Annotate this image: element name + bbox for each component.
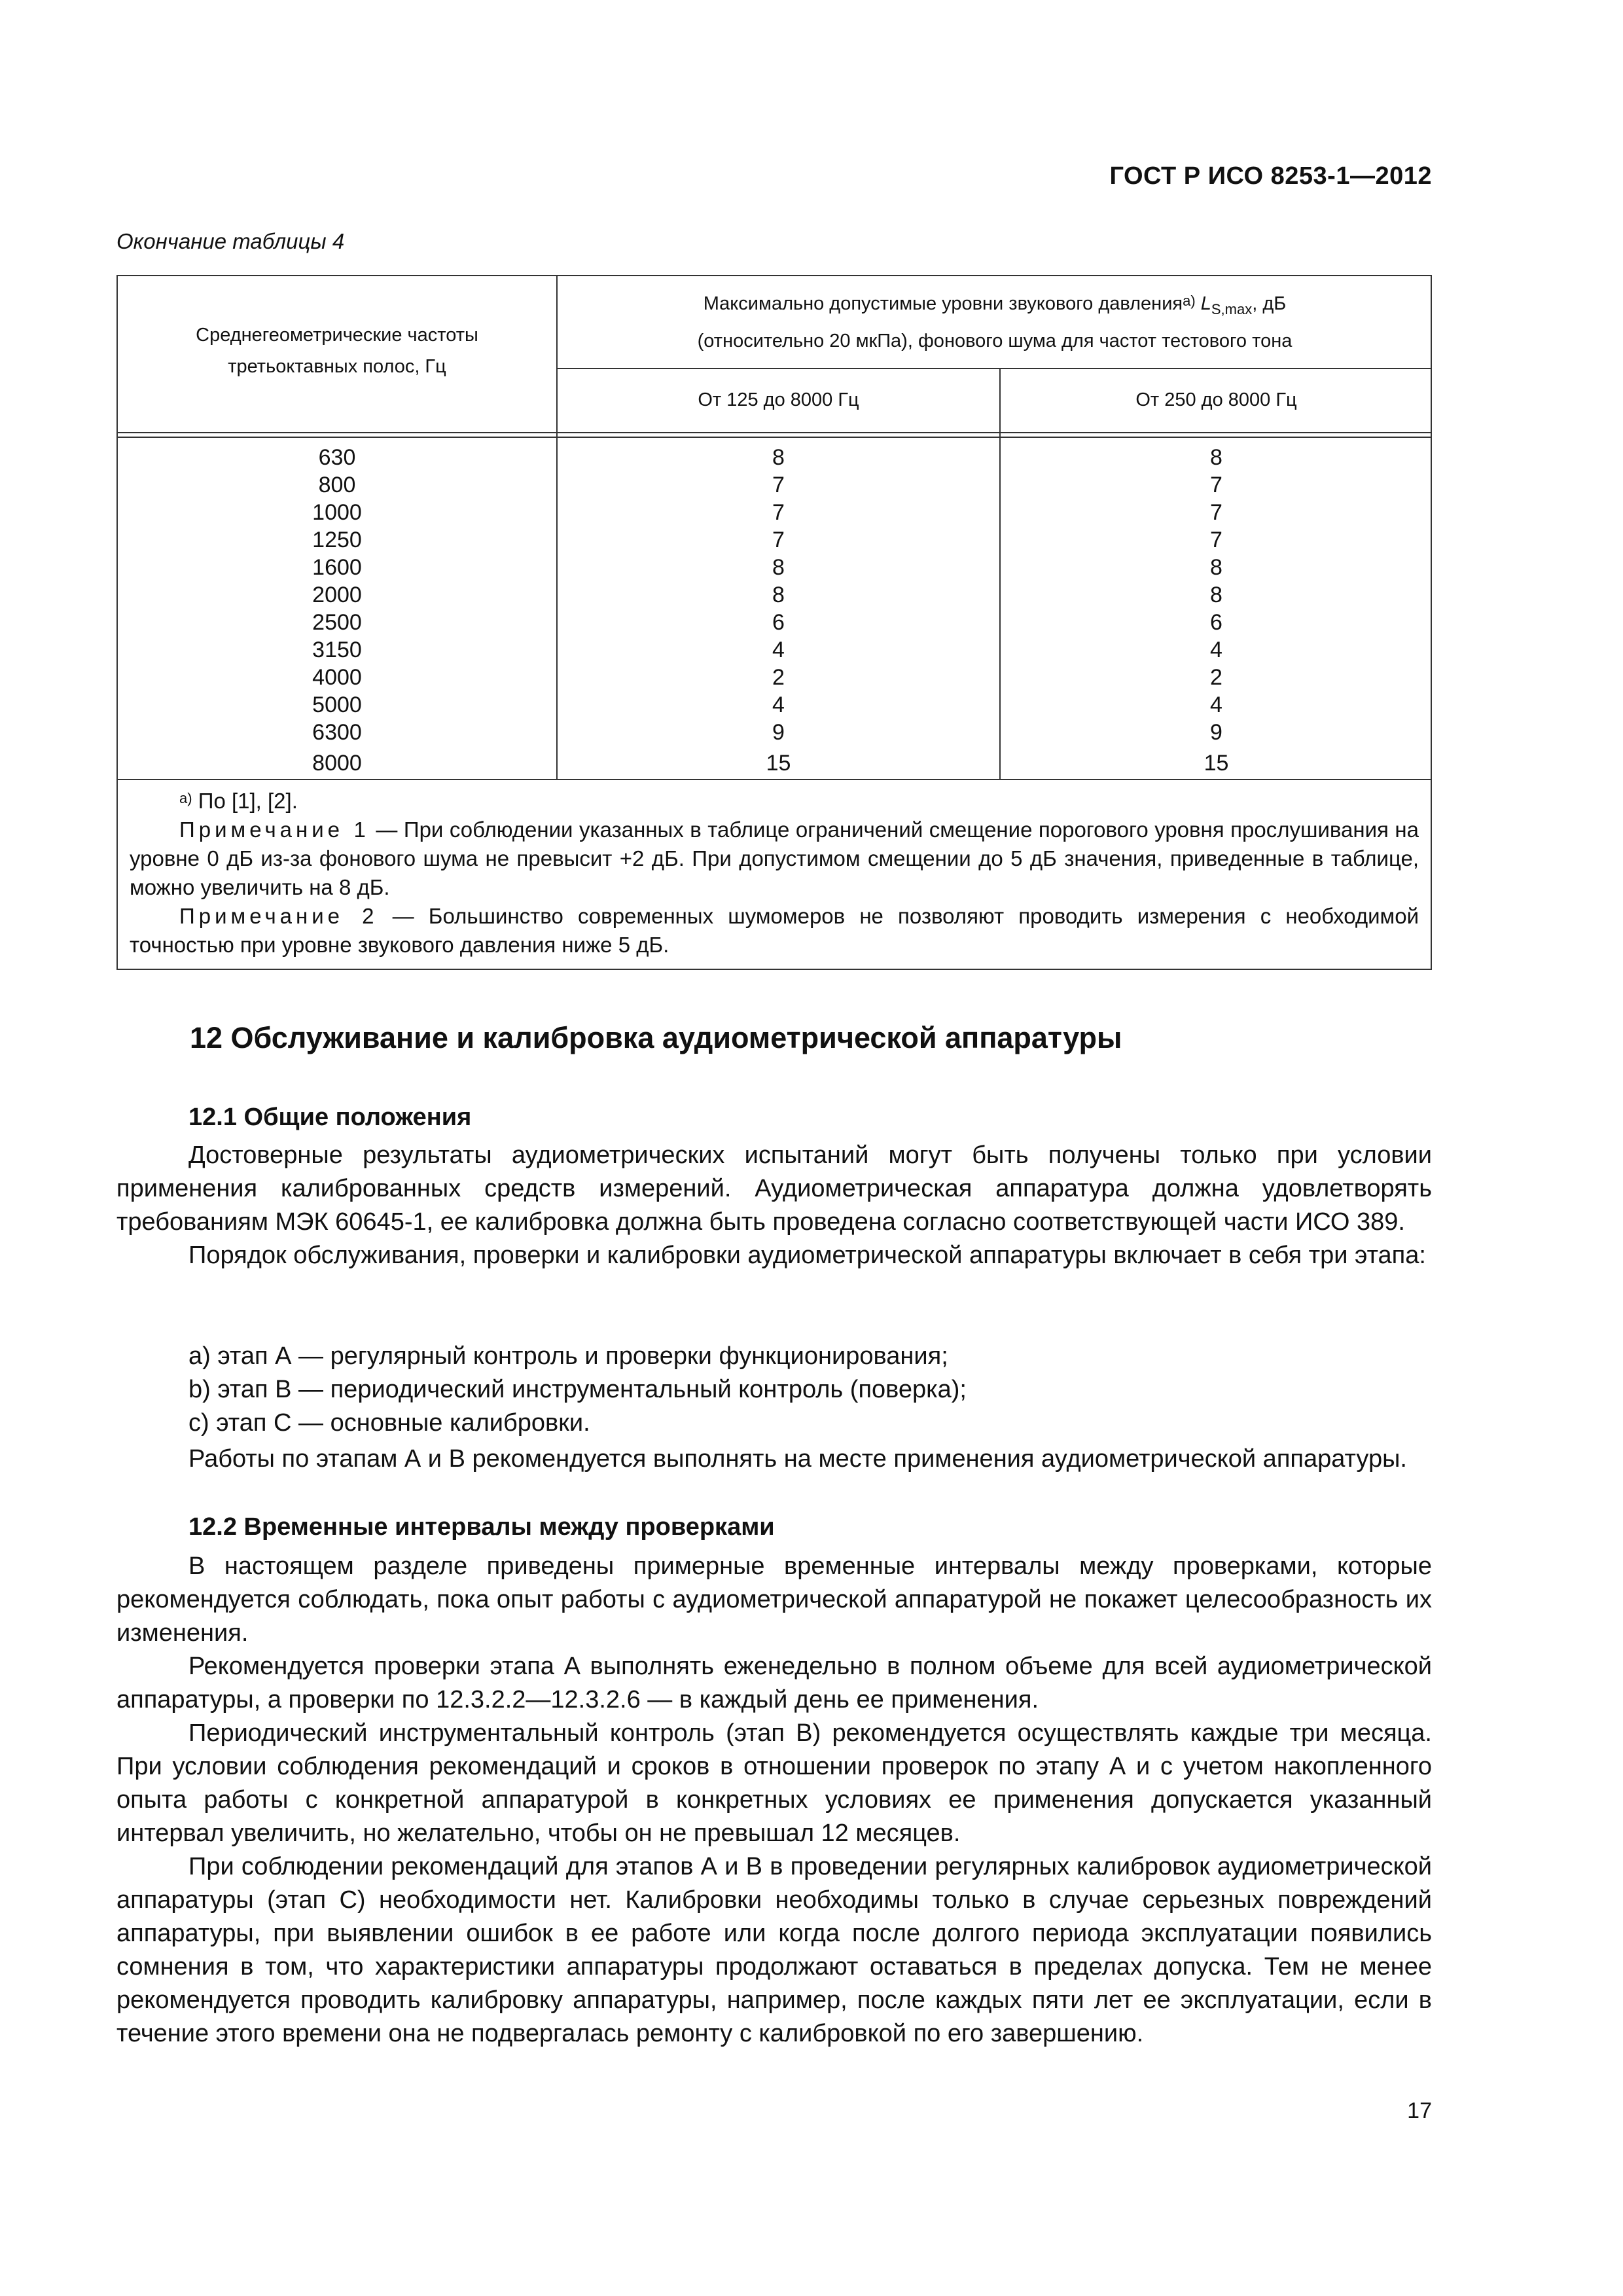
table-cell: 9 — [772, 720, 785, 745]
group-header — [558, 288, 1432, 357]
col-125-header: От 125 до 8000 Гц — [698, 389, 859, 410]
table-cell: 2 — [772, 665, 785, 690]
note-2-text: — Большинство современных шумомеров не позволяют проводить измерения с необходимой точностью при уровне звукового давления ниже 5 дБ. — [130, 904, 1419, 957]
col-125-values — [558, 444, 999, 778]
subsection-title-12-2: 12.2 Временные интервалы между проверками — [188, 1513, 775, 1541]
table-cell: 7 — [772, 528, 785, 552]
paragraph: Достоверные результаты аудиометрических испытаний могут быть получены только при условии применения калиброванных средств измерений. Аудиометрическая аппаратура должна удовлетворять требованиям МЭК 60645-1, ее калибровка должна быть проведена согласно соответствующей части ИСО 389. — [116, 1141, 1432, 1236]
table-cell: 8 — [772, 555, 785, 580]
note-2-label: Примечание 2 — [179, 904, 378, 928]
table-cell: 5000 — [312, 692, 362, 717]
table-hline-header-2 — [118, 437, 1431, 438]
col-frequency-header-line1: Среднегеометрические частоты — [196, 325, 478, 346]
table-footnote — [130, 787, 1419, 816]
table-cell: 15 — [766, 751, 791, 776]
col-frequency-values — [118, 444, 556, 778]
table-cell: 7 — [1210, 500, 1222, 525]
subsection-12-2-body — [116, 1550, 1432, 2051]
section-title: 12 Обслуживание и калибровка аудиометрической аппаратуры — [190, 1021, 1122, 1054]
table-cell: 1000 — [312, 500, 362, 525]
paragraph: Работы по этапам А и В рекомендуется выполнять на месте применения аудиометрической аппаратуры. — [188, 1445, 1407, 1473]
note-1-text: — При соблюдении указанных в таблице ограничений смещение порогового уровня прослушивания на уровне 0 дБ из-за фонового шума не превысит +2 дБ. При допустимом смещении до 5 дБ значения, приведенные в таблице, можно увеличить на 8 дБ. — [130, 817, 1419, 899]
table-cell: 6 — [1210, 610, 1222, 635]
table-cell: 800 — [318, 473, 356, 497]
col-250-header: От 250 до 8000 Гц — [1135, 389, 1297, 410]
page-number: 17 — [1407, 2098, 1432, 2123]
table-note-2 — [130, 902, 1419, 960]
table-cell: 6 — [772, 610, 785, 635]
footnote-mark: а) — [179, 790, 192, 806]
table-cell: 7 — [772, 500, 785, 525]
table-cell: 8000 — [312, 751, 362, 776]
table-hline-group — [556, 368, 1432, 369]
table-note-1 — [130, 816, 1419, 902]
table-hline-header-1 — [118, 432, 1431, 433]
paragraph: Порядок обслуживания, проверки и калибровки аудиометрической аппаратуры включает в себя три этапа: — [188, 1242, 1426, 1269]
group-header-footnote-mark: а) — [1183, 293, 1196, 309]
col-frequency-header-line2: третьоктавных полос, Гц — [228, 356, 446, 377]
list-item-a: a) этап А — регулярный контроль и проверки функционирования; — [188, 1342, 948, 1370]
table-cell: 7 — [1210, 528, 1222, 552]
paragraph: Периодический инструментальный контроль (этап В) рекомендуется осуществлять каждые три месяца. При условии соблюдения рекомендаций и сроков в отношении проверок по этапу А и с учетом накопленного опыта работы с конкретной аппаратурой в конкретных условиях ее применения допускается указанный интервал увеличить, но желательно, чтобы он не превышал 12 месяцев. — [116, 1719, 1432, 1847]
table-cell: 8 — [772, 445, 785, 470]
group-header-unit: , дБ — [1252, 293, 1287, 314]
table-caption: Окончание таблицы 4 — [116, 229, 345, 253]
noise-levels-table — [116, 275, 1432, 970]
table-hline-notes — [118, 779, 1431, 780]
paragraph: В настоящем разделе приведены примерные временные интервалы между проверками, которые рекомендуется соблюдать, пока опыт работы с аудиометрической аппаратурой не покажет целесообразность их изменения. — [116, 1552, 1432, 1647]
col-250-values — [1001, 444, 1432, 778]
table-cell: 8 — [1210, 555, 1222, 580]
table-cell: 6300 — [312, 720, 362, 745]
paragraph: При соблюдении рекомендаций для этапов А и В в проведении регулярных калибровок аудиометрической аппаратуры (этап С) необходимости нет. Калибровки необходимы только в случае серьезных повреждений аппаратуры, при выявлении ошибок в ее работе или когда после долгого периода эксплуатации появились сомнения в том, что характеристики аппаратуры продолжают оставаться в пределах допуска. Тем не менее рекомендуется проводить калибровку аппаратуры, например, после каждых пяти лет ее эксплуатации, если в течение этого времени она не подвергалась ремонту с калибровкой по его завершению. — [116, 1853, 1432, 2047]
table-cell: 8 — [1210, 445, 1222, 470]
subsection-12-1-intro — [116, 1139, 1432, 1272]
table-cell: 8 — [1210, 583, 1222, 607]
note-1-label: Примечание 1 — [179, 817, 370, 842]
table-cell: 7 — [1210, 473, 1222, 497]
footnote-text: По [1], [2]. — [198, 789, 298, 813]
paragraph: Рекомендуется проверки этапа А выполнять еженедельно в полном объеме для всей аудиометрической аппаратуры, а проверки по 12.3.2.2—12.3.2.6 — в каждый день ее применения. — [116, 1653, 1432, 1713]
table-cell: 4 — [772, 692, 785, 717]
list-item-c: c) этап С — основные калибровки. — [188, 1409, 590, 1437]
group-header-line2: (относительно 20 мкПа), фонового шума для частот тестового тона — [697, 330, 1293, 351]
document-code: ГОСТ Р ИСО 8253-1—2012 — [1109, 162, 1432, 190]
table-cell: 4 — [1210, 692, 1222, 717]
table-cell: 630 — [318, 445, 356, 470]
table-cell: 1600 — [312, 555, 362, 580]
group-header-variable: L — [1200, 293, 1211, 314]
subsection-12-1-outro — [116, 1443, 1432, 1476]
table-cell: 4 — [772, 637, 785, 662]
list-item-b: b) этап В — периодический инструментальный контроль (поверка); — [188, 1376, 967, 1403]
table-cell: 1250 — [312, 528, 362, 552]
table-cell: 15 — [1204, 751, 1229, 776]
table-cell: 4000 — [312, 665, 362, 690]
group-header-text: Максимально допустимые уровни звукового давления — [703, 293, 1183, 314]
table-cell: 2 — [1210, 665, 1222, 690]
table-cell: 9 — [1210, 720, 1222, 745]
col-frequency-header — [118, 319, 556, 382]
table-notes — [118, 787, 1431, 960]
table-cell: 2500 — [312, 610, 362, 635]
table-cell: 4 — [1210, 637, 1222, 662]
subsection-title-12-1: 12.1 Общие положения — [188, 1103, 472, 1131]
table-cell: 3150 — [312, 637, 362, 662]
table-cell: 8 — [772, 583, 785, 607]
group-header-subscript: S,max — [1211, 300, 1253, 317]
table-cell: 7 — [772, 473, 785, 497]
group-header-line1 — [558, 288, 1432, 325]
table-cell: 2000 — [312, 583, 362, 607]
